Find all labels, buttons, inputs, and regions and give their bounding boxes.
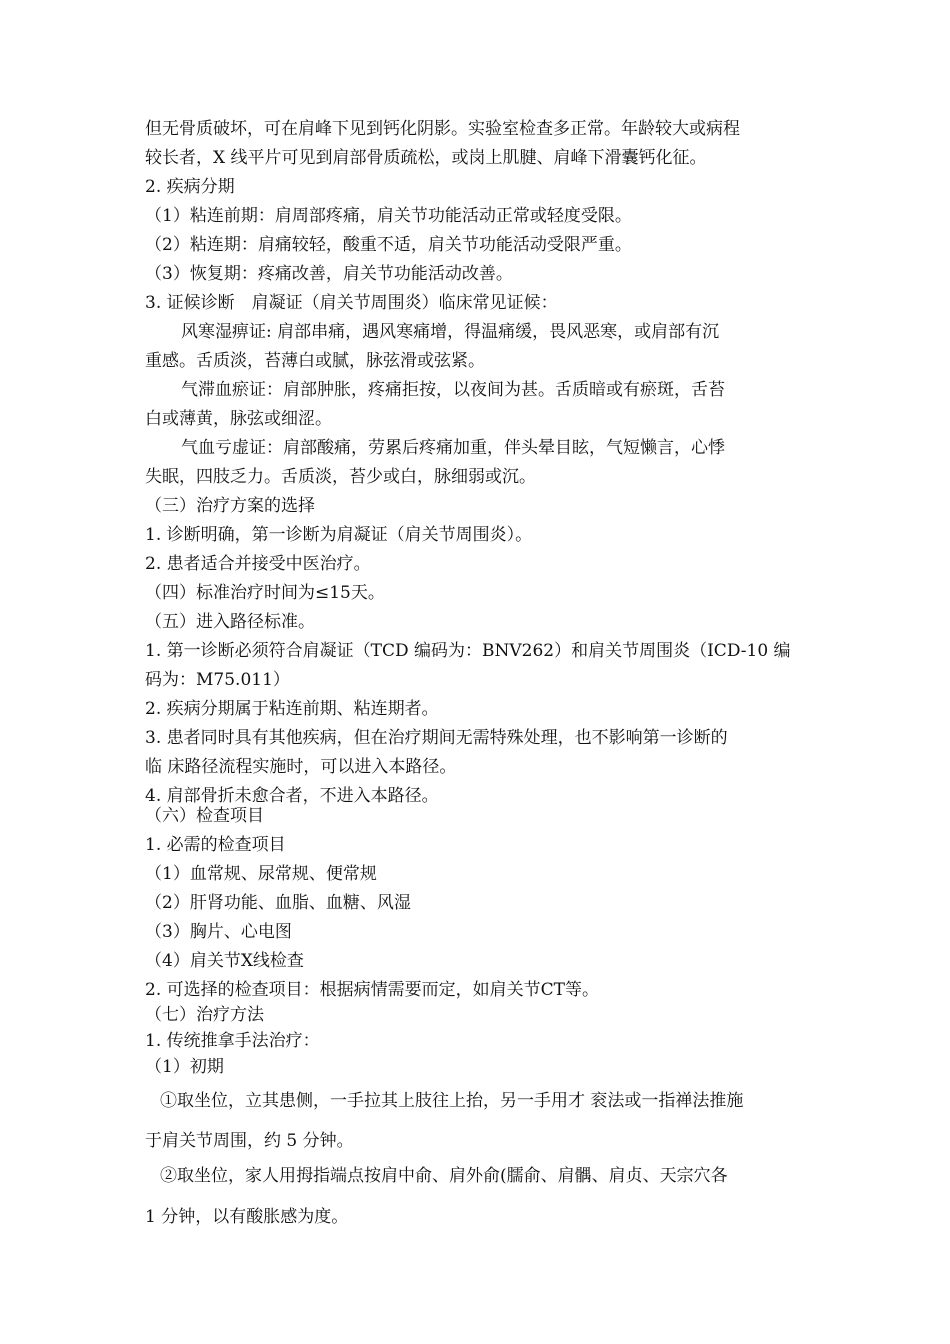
text-line: 风寒湿痹证: 肩部串痛，遇风寒痛增，得温痛缓，畏风恶寒，或肩部有沉 bbox=[181, 322, 720, 342]
text-line: 于肩关节周围，约 5 分钟。 bbox=[145, 1131, 354, 1151]
text-line: 1. 必需的检查项目 bbox=[145, 835, 286, 855]
text-line: 2. 疾病分期属于粘连前期、粘连期者。 bbox=[145, 699, 439, 719]
text-line: 2. 患者适合并接受中医治疗。 bbox=[145, 554, 371, 574]
text-line: 1 分钟，以有酸胀感为度。 bbox=[145, 1207, 349, 1227]
text-line: 1. 第一诊断必须符合肩凝证（TCD 编码为：BNV262）和肩关节周围炎（ICD-10 编 bbox=[145, 641, 791, 661]
text-line: 白或薄黄，脉弦或细涩。 bbox=[145, 409, 332, 429]
section-heading: （七）治疗方法 bbox=[145, 1005, 264, 1025]
text-line: （3）胸片、心电图 bbox=[145, 922, 292, 942]
text-line: （2）粘连期：肩痛较轻，酸重不适，肩关节功能活动受限严重。 bbox=[145, 235, 632, 255]
text-line: 临 床路径流程实施时，可以进入本路径。 bbox=[145, 757, 457, 777]
text-line: 3. 患者同时具有其他疾病，但在治疗期间无需特殊处理，也不影响第一诊断的 bbox=[145, 728, 728, 748]
text-line: ①取坐位，立其患侧，一手拉其上肢往上抬，另一手用才 衮法或一指禅法推施 bbox=[160, 1091, 744, 1111]
text-line: （4）肩关节X线检查 bbox=[145, 951, 304, 971]
text-line: 气血亏虚证：肩部酸痛，劳累后疼痛加重，伴头晕目眩，气短懒言，心悸 bbox=[181, 438, 725, 458]
text-line: （1）血常规、尿常规、便常规 bbox=[145, 864, 377, 884]
section-heading: 3. 证候诊断 肩凝证（肩关节周围炎）临床常见证候： bbox=[145, 293, 558, 313]
section-heading: （四）标准治疗时间为≤15天。 bbox=[145, 583, 385, 603]
text-line: （2）肝肾功能、血脂、血糖、风湿 bbox=[145, 893, 411, 913]
text-line: （1）粘连前期：肩周部疼痛，肩关节功能活动正常或轻度受限。 bbox=[145, 206, 632, 226]
section-heading: （六）检查项目 bbox=[145, 806, 264, 826]
text-line: 较长者，X 线平片可见到肩部骨质疏松，或岗上肌腱、肩峰下滑囊钙化征。 bbox=[145, 148, 707, 168]
section-heading: （五）进入路径标准。 bbox=[145, 612, 315, 632]
text-line: ②取坐位，家人用拇指端点按肩中俞、肩外俞(臑俞、肩髃、肩贞、天宗穴各 bbox=[160, 1166, 728, 1186]
text-line: 码为：M75.011） bbox=[145, 670, 290, 690]
section-heading: （三）治疗方案的选择 bbox=[145, 496, 315, 516]
text-line: 1. 诊断明确，第一诊断为肩凝证（肩关节周围炎）。 bbox=[145, 525, 533, 545]
text-line: 1. 传统推拿手法治疗： bbox=[145, 1031, 320, 1051]
section-heading: 2. 疾病分期 bbox=[145, 177, 235, 197]
text-line: （3）恢复期：疼痛改善，肩关节功能活动改善。 bbox=[145, 264, 513, 284]
text-line: 失眠，四肢乏力。舌质淡，苔少或白，脉细弱或沉。 bbox=[145, 467, 536, 487]
text-line: 4. 肩部骨折未愈合者，不进入本路径。 bbox=[145, 786, 439, 806]
text-line: 但无骨质破坏，可在肩峰下见到钙化阴影。实验室检查多正常。年龄较大或病程 bbox=[145, 119, 740, 139]
text-line: 2. 可选择的检查项目：根据病情需要而定，如肩关节CT等。 bbox=[145, 980, 599, 1000]
text-line: 重感。舌质淡，苔薄白或腻，脉弦滑或弦紧。 bbox=[145, 351, 485, 371]
text-line: 气滞血瘀证：肩部肿胀，疼痛拒按，以夜间为甚。舌质暗或有瘀斑，舌苔 bbox=[181, 380, 725, 400]
text-line: （1）初期 bbox=[145, 1057, 224, 1077]
